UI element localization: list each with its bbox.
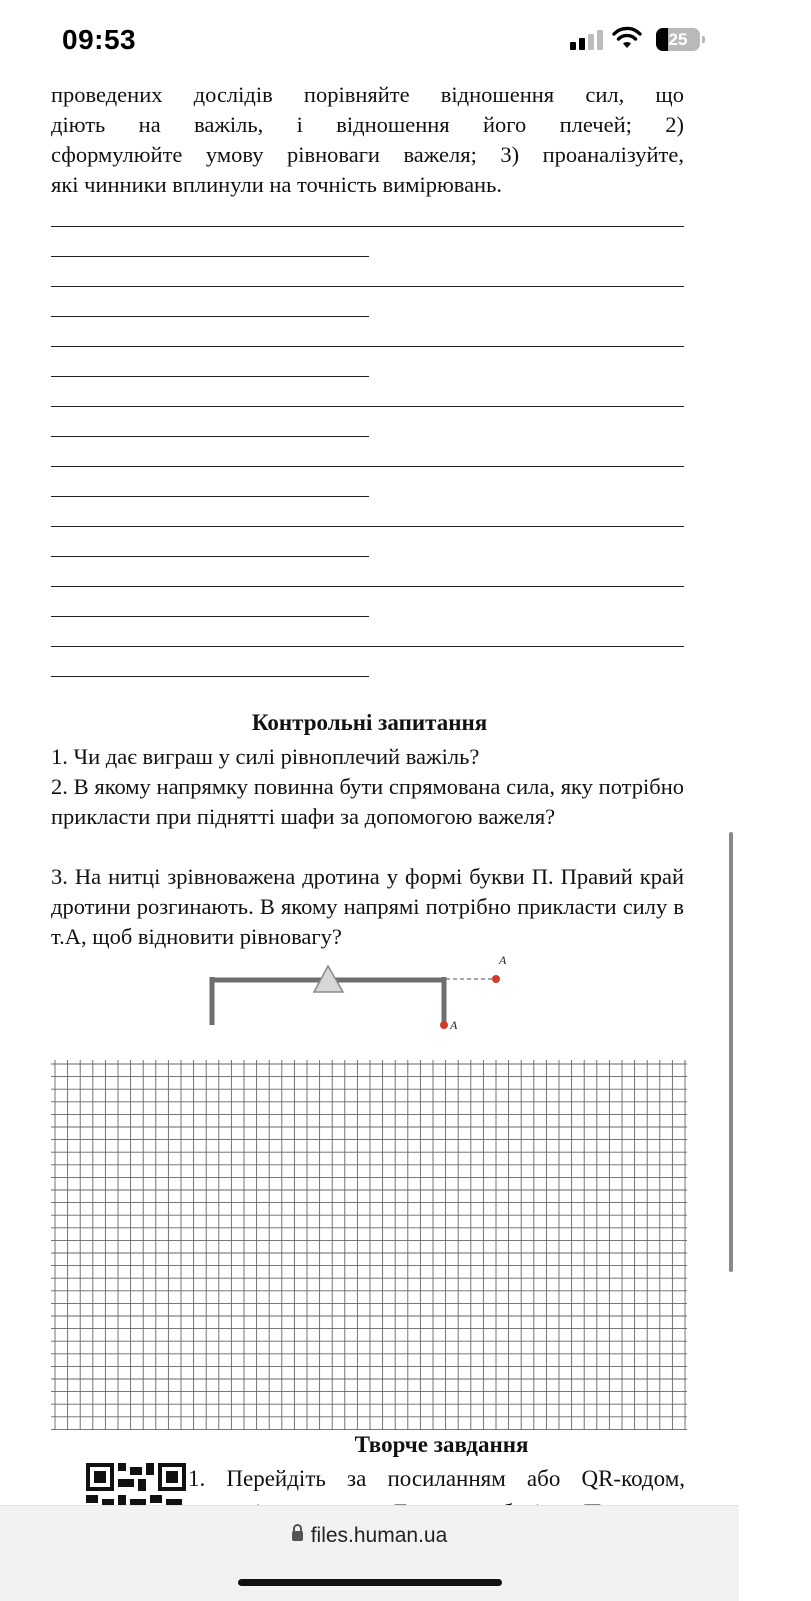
answer-line	[51, 346, 684, 347]
point-a-label-top: A	[499, 953, 507, 967]
point-a	[440, 1021, 448, 1029]
battery-level: 25	[668, 30, 688, 49]
task-line-1: 1. Перейдіть за посиланням або QR-кодом,	[188, 1466, 685, 1491]
intro-line-2: діють на важіль, і відношення його плечей; 2)	[51, 112, 684, 137]
intro-line-1: проведених дослідів порівняйте відношення сил, що	[51, 82, 684, 107]
cellular-signal-icon	[570, 30, 606, 50]
creative-task-heading: Творче завдання	[354, 1432, 529, 1457]
answer-line	[51, 226, 684, 227]
question-2: 2. В якому напрямку повинна бути спрямована сила, яку потрібно прикласти при піднятті шафи за допомогою важеля?	[51, 774, 684, 829]
answer-line	[51, 496, 369, 497]
answer-line	[51, 376, 369, 377]
answer-line	[51, 316, 369, 317]
question-1: 1. Чи дає виграш у силі рівноплечий важіль?	[51, 744, 480, 769]
answer-line	[51, 256, 369, 257]
intro-line-3: сформулюйте умову рівноваги важеля; 3) проаналізуйте,	[51, 142, 684, 167]
scrollbar[interactable]	[729, 832, 733, 1272]
point-a-label-bottom: A	[450, 1018, 458, 1032]
intro-paragraph	[51, 80, 684, 200]
battery-icon	[656, 28, 700, 51]
clock: 09:53	[62, 24, 137, 55]
answer-line	[51, 526, 684, 527]
answer-line	[51, 556, 369, 557]
home-indicator[interactable]	[238, 1579, 502, 1586]
browser-bottom-bar	[0, 1505, 739, 1601]
answer-line	[51, 616, 369, 617]
status-bar	[0, 0, 739, 80]
answer-line	[51, 466, 684, 467]
graph-paper-grid	[51, 1060, 687, 1430]
wifi-icon	[612, 26, 642, 50]
point-a-bent	[492, 975, 500, 983]
answer-line	[51, 676, 369, 677]
control-questions-heading: Контрольні запитання	[251, 710, 488, 735]
question-3: 3. На нитці зрівноважена дротина у формі букви П. Правий край дротини розгинають. В якому напрямі потрібно прикласти силу в т.А, щоб відновити рівновагу?	[51, 864, 684, 949]
answer-line	[51, 436, 369, 437]
address-bar[interactable]	[0, 1524, 739, 1548]
answer-line	[51, 646, 684, 647]
lock-icon	[292, 1531, 303, 1541]
lever-diagram	[200, 953, 520, 1035]
answer-line	[51, 406, 684, 407]
intro-line-4: які чинники вплинули на точність вимірювань.	[51, 172, 502, 197]
answer-line	[51, 586, 684, 587]
answer-line	[51, 286, 684, 287]
url-text: files.human.ua	[310, 1524, 448, 1547]
